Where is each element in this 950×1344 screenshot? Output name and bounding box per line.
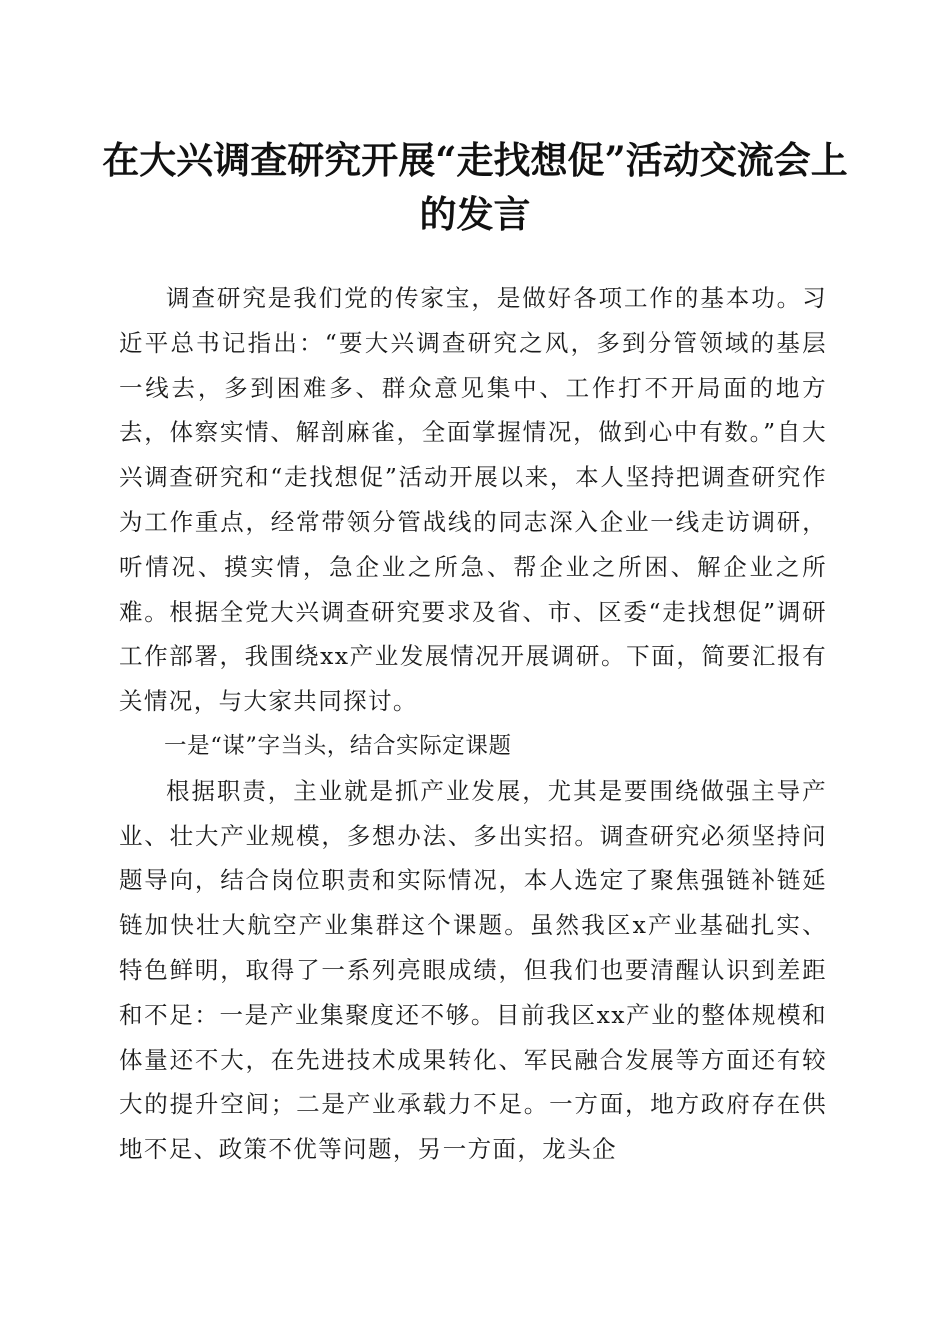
document-title: 在大兴调查研究开展“走找想促”活动交流会上的发言 xyxy=(102,138,848,236)
paragraph-section-1: 根据职责，主业就是抓产业发展，尤其是要围绕做强主导产业、壮大产业规模，多想办法、多出实招。调查研究必须坚持问题导向，结合岗位职责和实际情况，本人选定了聚焦强链补链延链加快壮大航空产业集群这个课题。虽然我区x产业基础扎实、特色鲜明，取得了一系列亮眼成绩，但我们也要清醒认识到差距和不足：一是产业集聚度还不够。目前我区xx产业的整体规模和体量还不大，在先进技术成果转化、军民融合发展等方面还有较大的提升空间；二是产业承载力不足。一方面，地方政府存在供地不足、政策不优等问题，另一方面，龙头企 xyxy=(119,776,827,1164)
paragraph-intro: 调查研究是我们党的传家宝，是做好各项工作的基本功。习近平总书记指出：“要大兴调查研究之风，多到分管领域的基层一线去，多到困难多、群众意见集中、工作打不开局面的地方去，体察实情、解剖麻雀，全面掌握情况，做到心中有数。”自大兴调查研究和“走找想促”活动开展以来，本人坚持把调查研究作为工作重点，经常带领分管战线的同志深入企业一线走访调研，听情况、摸实情，急企业之所急、帮企业之所困、解企业之所难。根据全党大兴调查研究要求及省、市、区委“走找想促”调研工作部署，我围绕xx产业发展情况开展调研。下面，简要汇报有关情况，与大家共同探讨。 xyxy=(119,284,827,716)
document-body xyxy=(119,276,827,1172)
section-heading-1: 一是“谋”字当头，结合实际定课题 xyxy=(164,732,512,759)
